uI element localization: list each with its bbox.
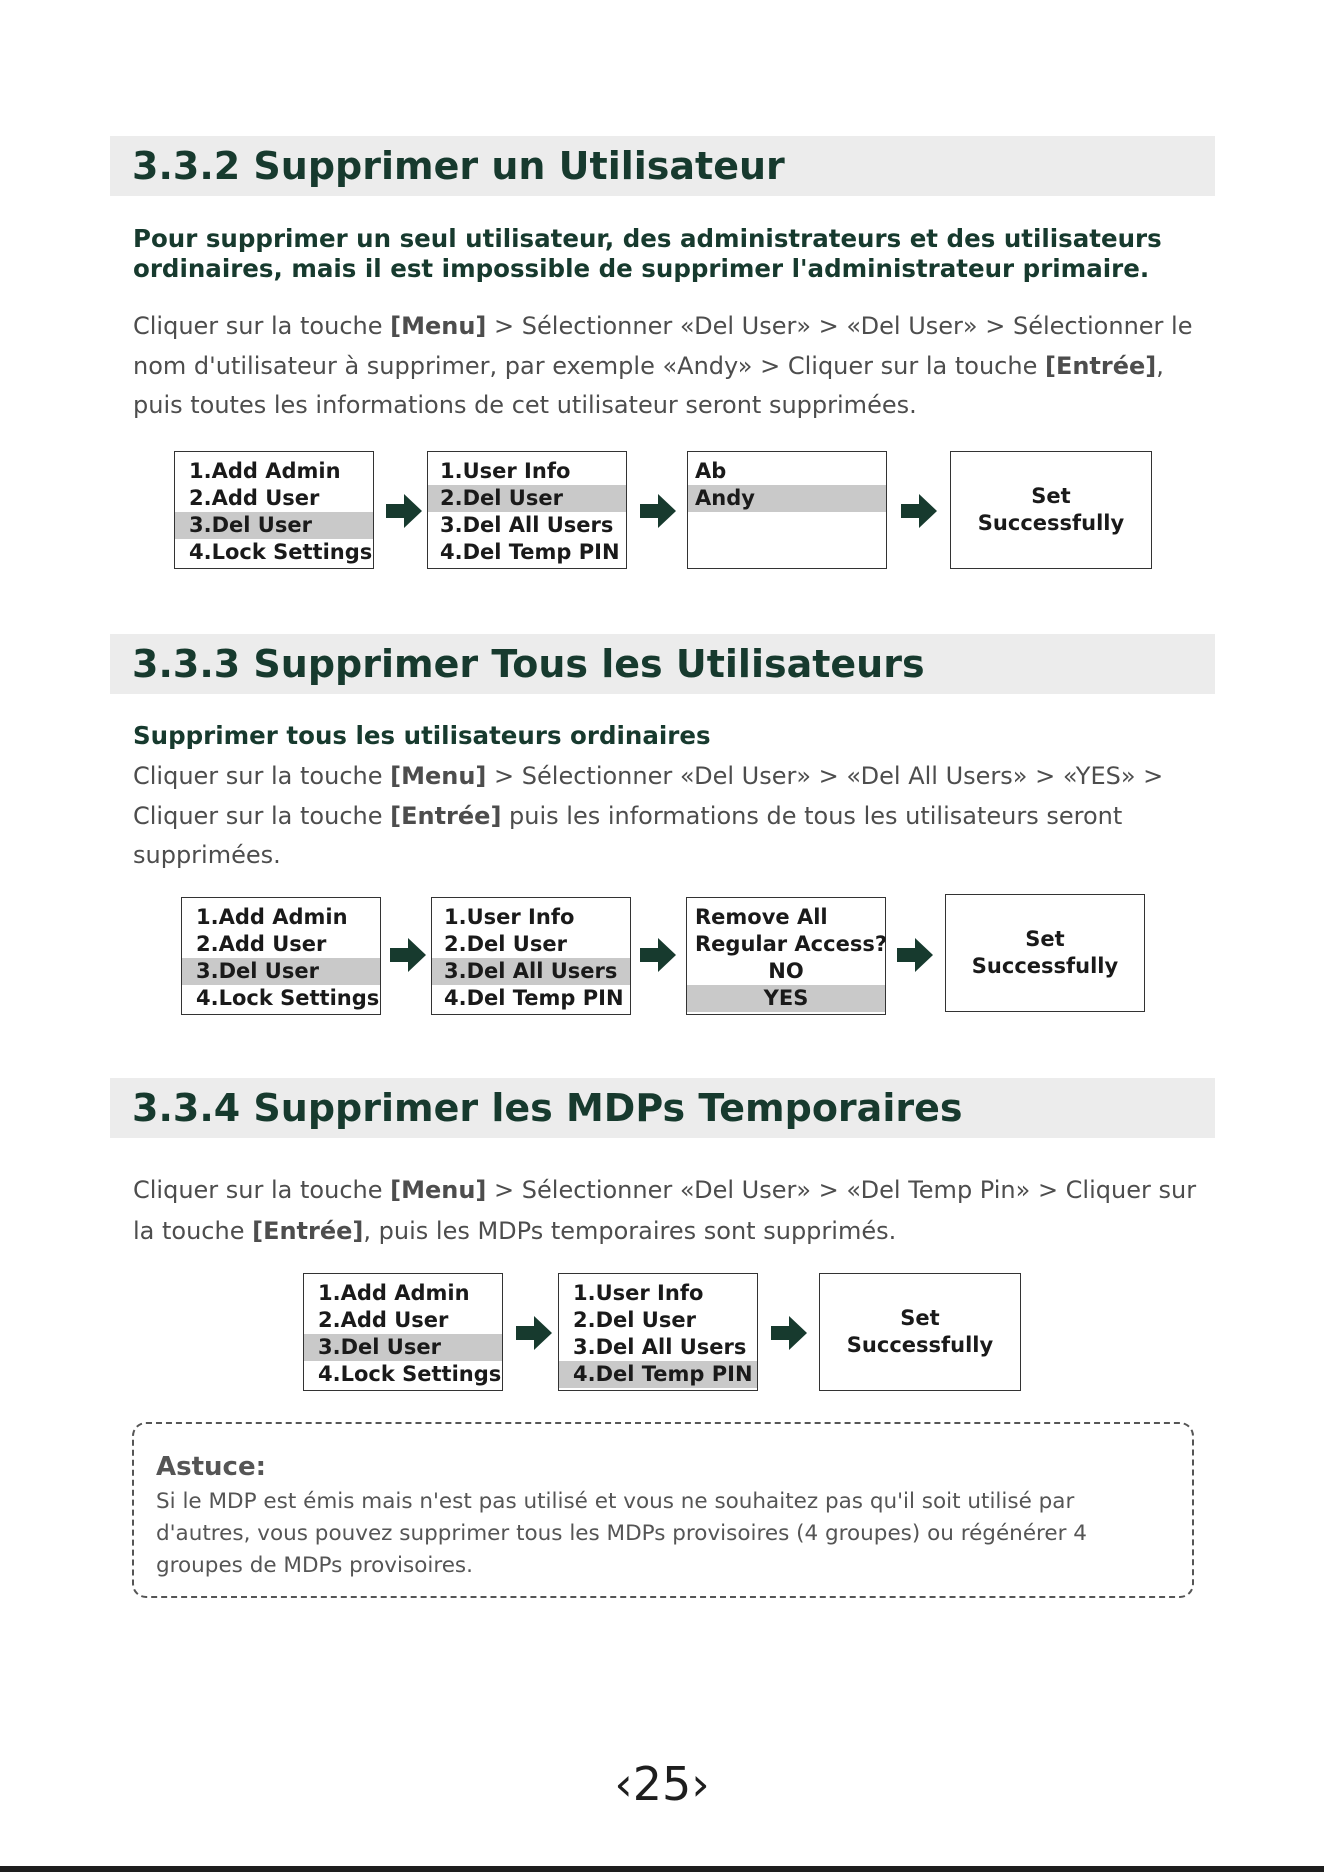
arrow-right-icon: [386, 494, 422, 528]
arrow-right-icon: [897, 938, 933, 972]
arrow-right-icon: [640, 494, 676, 528]
text: ,: [1156, 351, 1164, 380]
menu-item: 1.User Info: [444, 905, 575, 929]
text: puis toutes les informations de cet utilisateur seront supprimées.: [133, 391, 917, 419]
option-yes-selected: YES: [687, 985, 885, 1012]
lcd-screen-result: [950, 451, 1152, 569]
menu-item-selected: 4.Del Temp PIN: [559, 1361, 757, 1388]
lcd-screen-user-list: [687, 451, 887, 569]
tip-callout: [132, 1422, 1194, 1598]
result-text: Successfully: [977, 511, 1125, 535]
lcd-screen-main-menu: [303, 1273, 503, 1391]
text: supprimées.: [133, 841, 281, 869]
user-list-item: Ab: [695, 459, 727, 483]
arrow-right-icon: [640, 938, 676, 972]
user-list-item-selected: Andy: [688, 485, 886, 512]
enter-key-label: [Entrée]: [252, 1217, 364, 1245]
section-header-333: [110, 634, 1215, 694]
text: > Sélectionner «Del User» > «Del Temp Pin» > Cliquer sur: [486, 1176, 1197, 1204]
text: Cliquer sur la touche: [133, 312, 391, 340]
menu-item-selected: 3.Del User: [304, 1334, 502, 1361]
lcd-screen-result: [945, 894, 1145, 1012]
menu-item: 2.Add User: [189, 486, 320, 510]
bottom-divider: [0, 1866, 1324, 1872]
section-subheading: [133, 224, 1162, 284]
lcd-screen-del-user-menu: [431, 897, 631, 1015]
arrow-right-icon: [901, 494, 937, 528]
section-header-334: [110, 1078, 1215, 1138]
tip-text: [156, 1486, 1087, 1582]
section-subheading: Supprimer tous les utilisateurs ordinaires: [133, 721, 711, 750]
subheading-line: Pour supprimer un seul utilisateur, des administrateurs et des utilisateurs: [133, 224, 1162, 253]
result-text: Set: [900, 1306, 940, 1330]
lcd-screen-del-user-menu: [427, 451, 627, 569]
enter-key-label: [Entrée]: [1044, 351, 1157, 380]
menu-item: 4.Lock Settings: [189, 540, 373, 564]
text: , puis les MDPs temporaires sont supprimés.: [363, 1217, 897, 1245]
confirm-text: Regular Access?: [695, 932, 888, 956]
tip-line: groupes de MDPs provisoires.: [156, 1553, 473, 1578]
menu-item: 4.Del Temp PIN: [444, 986, 624, 1010]
menu-item: 1.User Info: [573, 1281, 704, 1305]
tip-title: Astuce:: [156, 1452, 266, 1482]
menu-item: 1.Add Admin: [189, 459, 341, 483]
result-text: Set: [1025, 927, 1065, 951]
tip-line: d'autres, vous pouvez supprimer tous les MDPs provisoires (4 groupes) ou régénérer 4: [156, 1521, 1087, 1546]
menu-item: 3.Del All Users: [440, 513, 614, 537]
text: > Sélectionner «Del User» > «Del All Users» > «YES» >: [486, 762, 1164, 790]
menu-item: 1.Add Admin: [196, 905, 348, 929]
text: la touche: [133, 1217, 253, 1245]
text: > Sélectionner «Del User» > «Del User» > Sélectionner le: [486, 312, 1193, 340]
section-header-332: [110, 136, 1215, 196]
text: nom d'utilisateur à supprimer, par exemple «Andy» > Cliquer sur la touche: [133, 351, 1045, 380]
instructions-paragraph: [133, 307, 1192, 426]
result-text: Successfully: [971, 954, 1119, 978]
instructions-paragraph: [133, 757, 1163, 876]
section-title: 3.3.4 Supprimer les MDPs Temporaires: [132, 1086, 963, 1130]
menu-key-label: [Menu]: [390, 312, 487, 340]
arrow-right-icon: [516, 1316, 552, 1350]
page-number: ‹25›: [614, 1757, 710, 1811]
text: Cliquer sur la touche: [133, 762, 391, 790]
menu-item: 2.Add User: [196, 932, 327, 956]
instructions-paragraph: [133, 1170, 1196, 1252]
menu-item: 1.User Info: [440, 459, 571, 483]
lcd-screen-result: [819, 1273, 1021, 1391]
menu-item: 4.Del Temp PIN: [440, 540, 620, 564]
menu-key-label: [Menu]: [390, 762, 487, 790]
lcd-screen-del-user-menu: [558, 1273, 758, 1391]
tip-line: Si le MDP est émis mais n'est pas utilisé et vous ne souhaitez pas qu'il soit utilisé par: [156, 1489, 1075, 1514]
subheading-line: ordinaires, mais il est impossible de supprimer l'administrateur primaire.: [133, 254, 1150, 283]
menu-item-selected: 3.Del User: [175, 512, 373, 539]
confirm-text: Remove All: [695, 905, 828, 929]
lcd-screen-main-menu: [181, 897, 381, 1015]
menu-item: 3.Del All Users: [573, 1335, 747, 1359]
lcd-screen-confirm-remove: [686, 897, 886, 1015]
menu-item-selected: 3.Del User: [182, 958, 380, 985]
menu-item: 4.Lock Settings: [196, 986, 380, 1010]
text: Cliquer sur la touche: [133, 801, 391, 830]
menu-item: 2.Add User: [318, 1308, 449, 1332]
menu-item: 4.Lock Settings: [318, 1362, 502, 1386]
text: Cliquer sur la touche: [133, 1176, 391, 1204]
menu-item: 1.Add Admin: [318, 1281, 470, 1305]
menu-key-label: [Menu]: [390, 1176, 487, 1204]
arrow-right-icon: [390, 938, 426, 972]
menu-item: 2.Del User: [573, 1308, 696, 1332]
section-title: 3.3.2 Supprimer un Utilisateur: [132, 144, 785, 188]
menu-item-selected: 3.Del All Users: [432, 958, 630, 985]
menu-item-selected: 2.Del User: [428, 485, 626, 512]
section-title: 3.3.3 Supprimer Tous les Utilisateurs: [132, 642, 925, 686]
result-text: Successfully: [846, 1333, 994, 1357]
result-text: Set: [1031, 484, 1071, 508]
text: puis les informations de tous les utilisateurs seront: [501, 801, 1123, 830]
enter-key-label: [Entrée]: [390, 801, 502, 830]
menu-item: 2.Del User: [444, 932, 567, 956]
arrow-right-icon: [771, 1316, 807, 1350]
option-no: NO: [768, 959, 804, 983]
lcd-screen-main-menu: [174, 451, 374, 569]
